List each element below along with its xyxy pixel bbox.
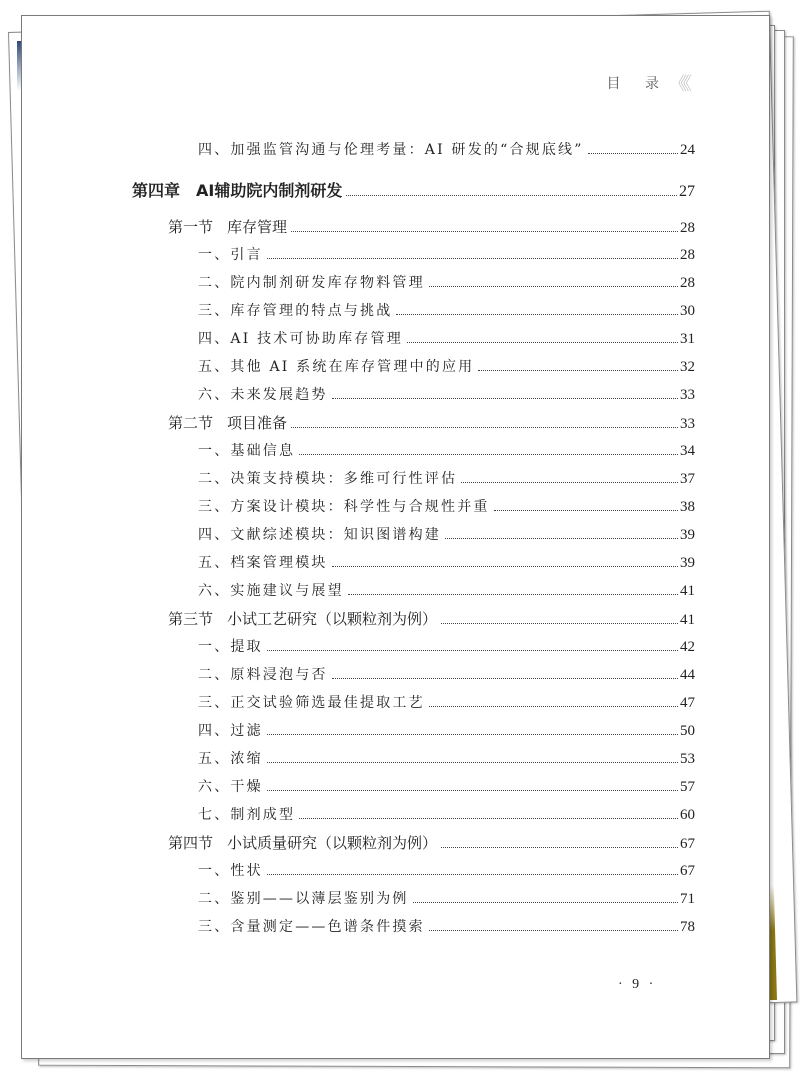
dot-leader <box>413 902 678 903</box>
toc-section[interactable] <box>168 608 695 629</box>
section-title: 项目准备 <box>227 414 288 432</box>
dot-leader <box>332 398 678 399</box>
section-page: 67 <box>680 836 695 852</box>
toc-entry-label: 四、文献综述模块：知识图谱构建 <box>198 527 441 543</box>
section-title: 库存管理 <box>227 218 288 236</box>
toc-entry-page: 41 <box>680 583 695 599</box>
toc-entry[interactable] <box>198 804 695 824</box>
toc-entry-label: 三、库存管理的特点与挑战 <box>198 303 393 319</box>
toc-entry-label: 三、正交试验筛选最佳提取工艺 <box>198 695 425 711</box>
chapter-page: 27 <box>679 183 695 200</box>
toc-entry[interactable] <box>198 860 695 880</box>
dot-leader <box>291 231 678 232</box>
toc-entry-page: 67 <box>680 863 695 879</box>
toc-entry[interactable] <box>198 636 695 656</box>
toc-entry[interactable] <box>198 244 695 264</box>
toc-entry[interactable] <box>198 300 695 320</box>
toc-entry-label: 七、制剂成型 <box>198 807 296 823</box>
section-number: 第二节 <box>168 414 214 432</box>
toc-section[interactable] <box>168 412 695 433</box>
toc-entry-page: 37 <box>680 471 695 487</box>
toc-entry-label: 二、原料浸泡与否 <box>198 667 328 683</box>
toc-entry-page: 71 <box>680 891 695 907</box>
toc-entry-page: 34 <box>680 443 695 459</box>
toc-entry-page: 53 <box>680 751 695 767</box>
dot-leader <box>429 286 678 287</box>
toc-entry[interactable] <box>198 440 695 460</box>
dot-leader <box>441 623 678 624</box>
toc-entry[interactable] <box>198 272 695 292</box>
dot-leader <box>461 482 678 483</box>
toc-entry[interactable] <box>198 748 695 768</box>
dot-leader <box>429 706 678 707</box>
running-head-title: 目 录 <box>606 76 669 92</box>
dot-leader <box>267 650 678 651</box>
toc-entry-label: 二、决策支持模块：多维可行性评估 <box>198 471 458 487</box>
page-number: · 9 · <box>618 977 657 992</box>
toc-entry[interactable] <box>198 720 695 740</box>
toc-entry[interactable] <box>198 468 695 488</box>
toc-entry-label: 四、AI 技术可协助库存管理 <box>198 331 403 347</box>
dot-leader <box>348 594 678 595</box>
toc-chapter[interactable] <box>132 178 695 201</box>
dot-leader <box>441 847 678 848</box>
section-title: 小试工艺研究（以颗粒剂为例） <box>227 610 438 628</box>
toc-entry[interactable] <box>198 776 695 796</box>
section-number: 第四节 <box>168 834 214 852</box>
toc-entry-label: 一、引言 <box>198 247 263 263</box>
toc-entry[interactable] <box>198 552 695 572</box>
toc-entry-page: 50 <box>680 723 695 739</box>
toc-entry-page: 30 <box>680 303 695 319</box>
toc-section[interactable] <box>168 832 695 853</box>
toc-entry-label: 五、其他 AI 系统在库存管理中的应用 <box>198 359 475 375</box>
toc-section[interactable] <box>168 216 695 237</box>
dot-leader <box>429 930 678 931</box>
toc-entry[interactable] <box>198 384 695 404</box>
toc-entry-page: 47 <box>680 695 695 711</box>
toc-entry[interactable] <box>198 664 695 684</box>
toc-entry-label: 五、档案管理模块 <box>198 555 328 571</box>
chapter-title: AI辅助院内制剂研发 <box>196 181 343 200</box>
toc-entry-page: 39 <box>680 527 695 543</box>
toc-entry[interactable] <box>198 328 695 348</box>
toc-entry-page: 39 <box>680 555 695 571</box>
dot-leader <box>478 370 678 371</box>
dot-leader <box>299 454 678 455</box>
toc-entry[interactable] <box>198 356 695 376</box>
toc-entry-page: 57 <box>680 779 695 795</box>
toc-entry[interactable] <box>198 692 695 712</box>
toc-entry[interactable] <box>198 580 695 600</box>
toc-entry-label: 二、鉴别——以薄层鉴别为例 <box>198 891 409 907</box>
toc-entry-label: 五、浓缩 <box>198 751 263 767</box>
dot-leader <box>267 734 678 735</box>
toc-entry-page: 78 <box>680 919 695 935</box>
toc-entry-label: 三、含量测定——色谱条件摸索 <box>198 919 425 935</box>
toc-entry-label: 一、基础信息 <box>198 443 296 459</box>
toc-entry-page: 28 <box>680 247 695 263</box>
toc-entry[interactable] <box>198 888 695 908</box>
double-chevron-left-icon: 《《 <box>669 74 688 95</box>
dot-leader <box>332 566 678 567</box>
toc-entry-label: 一、提取 <box>198 639 263 655</box>
toc-entry-label: 三、方案设计模块：科学性与合规性并重 <box>198 499 490 515</box>
toc-entry-label: 六、实施建议与展望 <box>198 583 344 599</box>
dot-leader <box>494 510 678 511</box>
section-title: 小试质量研究（以颗粒剂为例） <box>227 834 438 852</box>
dot-leader <box>299 818 678 819</box>
dot-leader <box>407 342 678 343</box>
toc-entry-page: 33 <box>680 387 695 403</box>
section-page: 33 <box>680 416 695 432</box>
toc-entry-page: 42 <box>680 639 695 655</box>
dot-leader <box>267 258 678 259</box>
chapter-number: 第四章 <box>132 181 181 200</box>
section-number: 第一节 <box>168 218 214 236</box>
toc-entry-label: 六、干燥 <box>198 779 263 795</box>
section-number: 第三节 <box>168 610 214 628</box>
dot-leader <box>346 195 677 196</box>
toc-entry-label: 四、加强监管沟通与伦理考量：AI 研发的“合规底线” <box>198 142 584 158</box>
dot-leader <box>291 427 678 428</box>
section-page: 28 <box>680 220 695 236</box>
toc-entry-page: 31 <box>680 331 695 347</box>
running-head <box>607 70 688 96</box>
toc-entry-page: 44 <box>680 667 695 683</box>
dot-leader <box>267 762 678 763</box>
dot-leader <box>396 314 678 315</box>
dot-leader <box>445 538 678 539</box>
toc-entry[interactable] <box>198 916 695 936</box>
section-page: 41 <box>680 612 695 628</box>
toc-entry-page: 38 <box>680 499 695 515</box>
toc-entry-page: 60 <box>680 807 695 823</box>
toc-entry[interactable] <box>198 496 695 516</box>
toc-entry-label: 六、未来发展趋势 <box>198 387 328 403</box>
toc-entry-page: 32 <box>680 359 695 375</box>
toc-entry[interactable] <box>198 139 695 159</box>
toc-entry-label: 四、过滤 <box>198 723 263 739</box>
toc-entry-label: 二、院内制剂研发库存物料管理 <box>198 275 425 291</box>
dot-leader <box>588 153 678 154</box>
dot-leader <box>267 790 678 791</box>
dot-leader <box>332 678 678 679</box>
toc-entry-page: 28 <box>680 275 695 291</box>
toc-entry-page: 24 <box>680 142 695 158</box>
toc-entry[interactable] <box>198 524 695 544</box>
dot-leader <box>267 874 678 875</box>
toc-entry-label: 一、性状 <box>198 863 263 879</box>
